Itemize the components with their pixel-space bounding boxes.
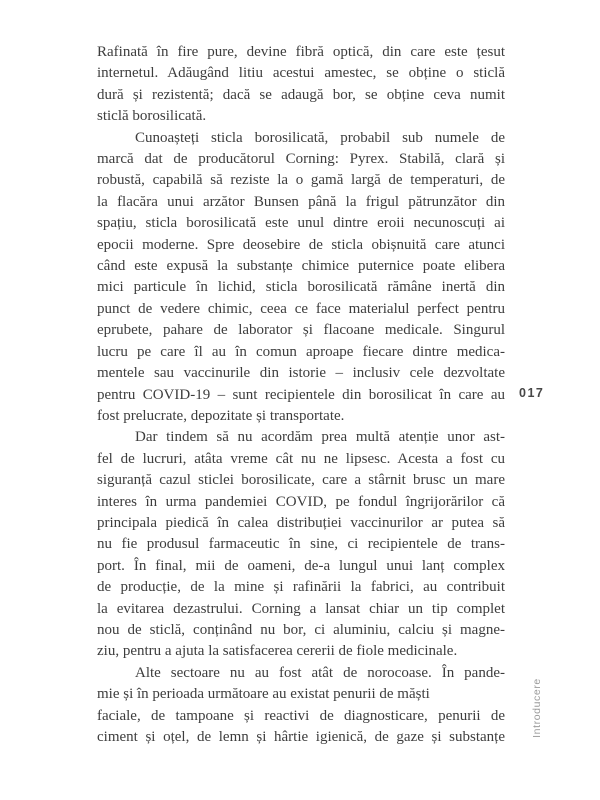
text-line: de producție, de la mine și rafinării la fabrici, au contribuit <box>97 579 505 596</box>
text-line: punct de vedere chimic, ceea ce face materialul perfect pentru <box>97 300 505 317</box>
text-line: când este expusă la substanțe chimice puternice poate elibera <box>97 258 505 275</box>
text-line: port. În final, mii de oameni, de-a lungul unui lanț complex <box>97 557 505 574</box>
text-line: eprubete, pahare de laborator și flacoane medicale. Singurul <box>97 322 505 339</box>
text-line: Rafinată în fire pure, devine fibră optică, din care este țesut <box>97 44 505 60</box>
page-number: 017 <box>519 386 545 400</box>
paragraph <box>97 663 505 749</box>
text-line: nu fie produsul farmaceutic în sine, ci recipientele de trans- <box>97 536 505 553</box>
text-line: epocii moderne. Spre deosebire de sticla obișnuită care atunci <box>97 236 505 253</box>
text-line: siguranță cazul sticlei borosilicate, care a stârnit brusc un mare <box>97 472 505 489</box>
text-line: sticlă borosilicată. <box>97 108 207 125</box>
text-line: spațiu, sticla borosilicată este unul dintre eroii necunoscuți ai <box>97 215 505 232</box>
text-line: dură și rezistentă; dacă se adaugă bor, se obține ceva numit <box>97 86 505 103</box>
text-line: interes în urma pandemiei COVID, pe fondul îngrijorărilor că <box>97 493 505 510</box>
text-line: marcă dat de producătorul Corning: Pyrex. Stabilă, clară și <box>97 151 505 168</box>
text-line: la evitarea dezastrului. Corning a lansat chiar un tip complet <box>97 600 505 617</box>
chapter-label-vertical: Introducere <box>531 678 543 738</box>
text-line: mie și în perioada următoare au existat penurii de măști <box>97 686 430 703</box>
text-line: pentru COVID-19 – sunt recipientele din borosilicat în care au <box>97 386 505 403</box>
text-line: fel de lucruri, atâta vreme cât nu ne lipsesc. Acesta a fost cu <box>97 450 505 467</box>
paragraph <box>97 427 505 662</box>
text-line: mici particule în lichid, sticla borosilicată rămâne inertă din <box>97 279 505 296</box>
paragraph <box>97 128 505 428</box>
text-line: internetul. Adăugând litiu acestui amestec, se obține o sticlă <box>97 65 505 82</box>
paragraph <box>97 42 505 128</box>
text-line: lucru pe care îl au în comun aproape fiecare dintre medica- <box>97 343 505 360</box>
text-line: nou de sticlă, conținând nu bor, ci aluminiu, calciu și magne- <box>97 621 505 638</box>
text-line: Dar tindem să nu acordăm prea multă atenție unor ast- <box>135 429 505 446</box>
text-line: Alte sectoare nu au fost atât de norocoase. În pande- <box>135 664 505 681</box>
text-line: ciment și oțel, de lemn și hârtie igienică, de gaze și substanțe <box>97 729 505 745</box>
text-line: la flacăra unui arzător Bunsen până la frigul pătrunzător din <box>97 193 505 210</box>
text-line: robustă, capabilă să reziste la o gamă largă de temperaturi, de <box>97 172 505 189</box>
text-line: mentele sau vaccinurile din istorie – inclusiv cele dezvoltate <box>97 365 505 382</box>
text-line: principala piedică în calea distribuției vaccinurilor ar putea să <box>97 514 505 531</box>
body-text <box>97 42 505 748</box>
text-line: Cunoașteți sticla borosilicată, probabil sub numele de <box>135 129 505 146</box>
text-line: faciale, de tampoane și reactivi de diagnosticare, penurii de <box>97 707 505 724</box>
text-line: fost prelucrate, depozitate și transportate. <box>97 407 345 424</box>
text-line: ziu, pentru a ajuta la satisfacerea cererii de fiole medicinale. <box>97 643 458 660</box>
